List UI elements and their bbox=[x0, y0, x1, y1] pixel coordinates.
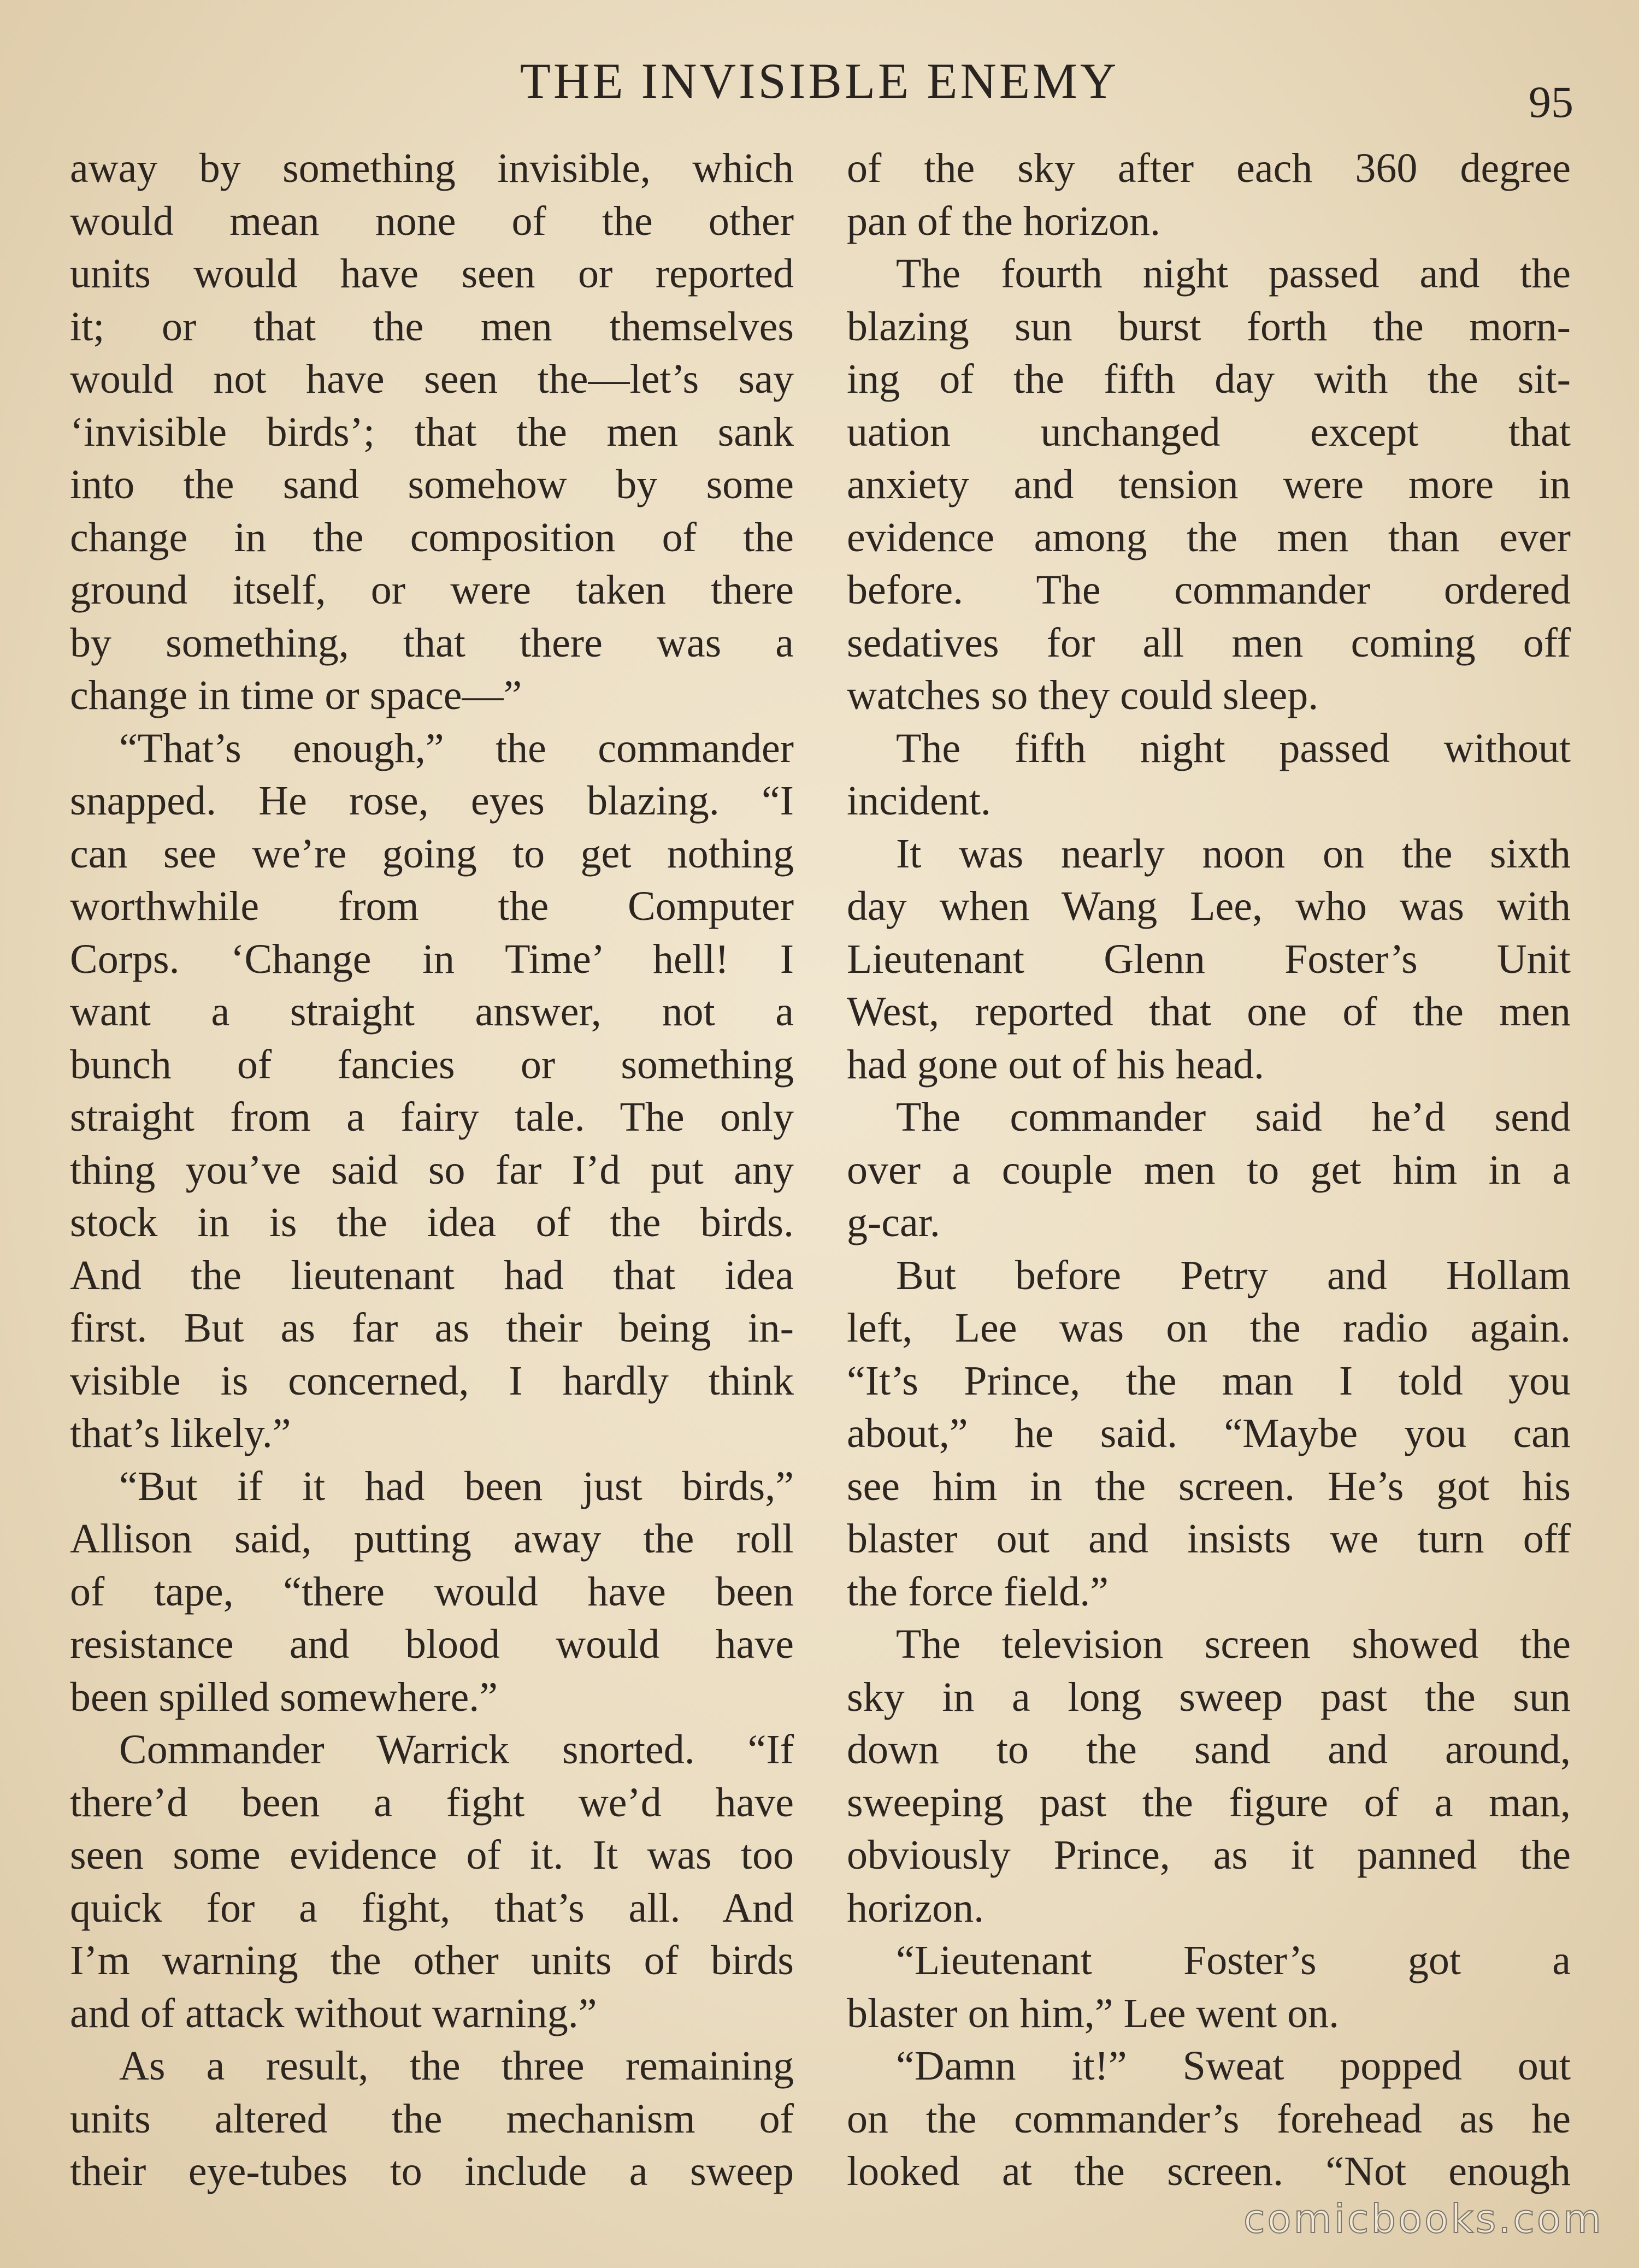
text-line: blaster on him,” Lee went on. bbox=[847, 1990, 1340, 2036]
text-line: by something, that there was a bbox=[70, 619, 794, 666]
text-line: into the sand somehow by some bbox=[70, 462, 794, 507]
text-line: “But if it had been just birds,” bbox=[119, 1463, 794, 1509]
watermark: comicbooks.com bbox=[1243, 2196, 1603, 2242]
text-line: bunch of fancies or something bbox=[70, 1041, 794, 1088]
text-line: obviously Prince, as it panned the bbox=[847, 1832, 1571, 1878]
text-line: thing you’ve said so far I’d put any bbox=[70, 1147, 794, 1193]
text-line: And the lieutenant had that idea bbox=[70, 1252, 794, 1298]
text-line: away by something invisible, which bbox=[70, 145, 794, 191]
right-text-column bbox=[847, 142, 1571, 2198]
text-line: “Lieutenant Foster’s got a bbox=[896, 1938, 1571, 1983]
text-line: left, Lee was on the radio again. bbox=[847, 1305, 1571, 1351]
text-line: change in time or space—” bbox=[70, 672, 522, 718]
text-line: resistance and blood would have bbox=[70, 1621, 794, 1667]
text-line: watches so they could sleep. bbox=[847, 672, 1319, 718]
text-line: there’d been a fight we’d have bbox=[70, 1779, 794, 1826]
text-line: I’m warning the other units of birds bbox=[70, 1938, 794, 1983]
text-line: before. The commander ordered bbox=[847, 567, 1571, 613]
text-line: g-car. bbox=[847, 1200, 940, 1245]
text-line: Commander Warrick snorted. “If bbox=[119, 1727, 794, 1773]
text-line: first. But as far as their being in- bbox=[70, 1305, 794, 1351]
text-line: looked at the screen. “Not enough bbox=[847, 2148, 1571, 2194]
left-text-column bbox=[70, 142, 794, 2198]
text-line: stock in is the idea of the birds. bbox=[70, 1200, 794, 1245]
text-line: down to the sand and around, bbox=[847, 1727, 1571, 1773]
text-line: evidence among the men than ever bbox=[847, 514, 1571, 560]
page-number: 95 bbox=[1529, 77, 1573, 127]
text-line: over a couple men to get him in a bbox=[847, 1147, 1571, 1193]
text-line: been spilled somewhere.” bbox=[70, 1674, 498, 1720]
text-line: can see we’re going to get nothing bbox=[70, 830, 794, 877]
text-line: want a straight answer, not a bbox=[70, 989, 794, 1035]
text-line: horizon. bbox=[847, 1885, 984, 1931]
text-line: Corps. ‘Change in Time’ hell! I bbox=[70, 936, 794, 982]
text-line: on the commander’s forehead as he bbox=[847, 2095, 1571, 2142]
text-line: ‘invisible birds’; that the men sank bbox=[70, 409, 794, 455]
text-line: But before Petry and Hollam bbox=[896, 1252, 1571, 1298]
text-line: it; or that the men themselves bbox=[70, 303, 794, 350]
text-line: and of attack without warning.” bbox=[70, 1990, 597, 2036]
text-line: sky in a long sweep past the sun bbox=[847, 1674, 1571, 1720]
text-line: had gone out of his head. bbox=[847, 1041, 1265, 1088]
running-title: THE INVISIBLE ENEMY bbox=[520, 53, 1119, 109]
text-line: “That’s enough,” the commander bbox=[119, 725, 794, 771]
text-line: sedatives for all men coming off bbox=[847, 619, 1571, 666]
text-line: uation unchanged except that bbox=[847, 409, 1571, 455]
text-line: day when Wang Lee, who was with bbox=[847, 883, 1571, 929]
text-line: The fifth night passed without bbox=[896, 725, 1571, 771]
text-line: seen some evidence of it. It was too bbox=[70, 1832, 794, 1878]
text-line: the force field.” bbox=[847, 1568, 1109, 1615]
text-line: snapped. He rose, eyes blazing. “I bbox=[70, 778, 794, 824]
text-line: West, reported that one of the men bbox=[847, 989, 1571, 1035]
text-line: ground itself, or were taken there bbox=[70, 567, 794, 613]
text-line: The fourth night passed and the bbox=[896, 251, 1571, 297]
text-line: blaster out and insists we turn off bbox=[847, 1516, 1571, 1562]
text-line: quick for a fight, that’s all. And bbox=[70, 1885, 794, 1931]
text-line: see him in the screen. He’s got his bbox=[847, 1463, 1571, 1509]
text-line: It was nearly noon on the sixth bbox=[896, 830, 1571, 877]
text-line: change in the composition of the bbox=[70, 514, 794, 560]
text-line: As a result, the three remaining bbox=[119, 2043, 794, 2089]
text-line: units would have seen or reported bbox=[70, 251, 794, 297]
text-line: Allison said, putting away the roll bbox=[70, 1516, 794, 1562]
text-line: ing of the fifth day with the sit- bbox=[847, 356, 1571, 402]
text-line: would mean none of the other bbox=[70, 198, 794, 244]
text-line: sweeping past the figure of a man, bbox=[847, 1779, 1571, 1826]
text-line: of tape, “there would have been bbox=[70, 1568, 794, 1615]
text-line: units altered the mechanism of bbox=[70, 2095, 794, 2142]
text-line: that’s likely.” bbox=[70, 1410, 291, 1456]
text-line: of the sky after each 360 degree bbox=[847, 145, 1571, 191]
text-line: straight from a fairy tale. The only bbox=[70, 1094, 794, 1140]
text-line: their eye-tubes to include a sweep bbox=[70, 2148, 794, 2194]
text-line: about,” he said. “Maybe you can bbox=[847, 1410, 1571, 1456]
text-line: worthwhile from the Computer bbox=[70, 883, 794, 929]
text-line: would not have seen the—let’s say bbox=[70, 356, 794, 402]
text-line: “It’s Prince, the man I told you bbox=[847, 1357, 1571, 1404]
text-line: pan of the horizon. bbox=[847, 198, 1161, 244]
text-line: visible is concerned, I hardly think bbox=[70, 1357, 794, 1404]
text-line: blazing sun burst forth the morn- bbox=[847, 303, 1571, 350]
text-line: anxiety and tension were more in bbox=[847, 462, 1571, 507]
text-line: “Damn it!” Sweat popped out bbox=[896, 2043, 1571, 2089]
text-line: The television screen showed the bbox=[896, 1621, 1571, 1667]
text-line: The commander said he’d send bbox=[896, 1094, 1571, 1140]
text-line: incident. bbox=[847, 778, 991, 824]
text-line: Lieutenant Glenn Foster’s Unit bbox=[847, 936, 1571, 982]
